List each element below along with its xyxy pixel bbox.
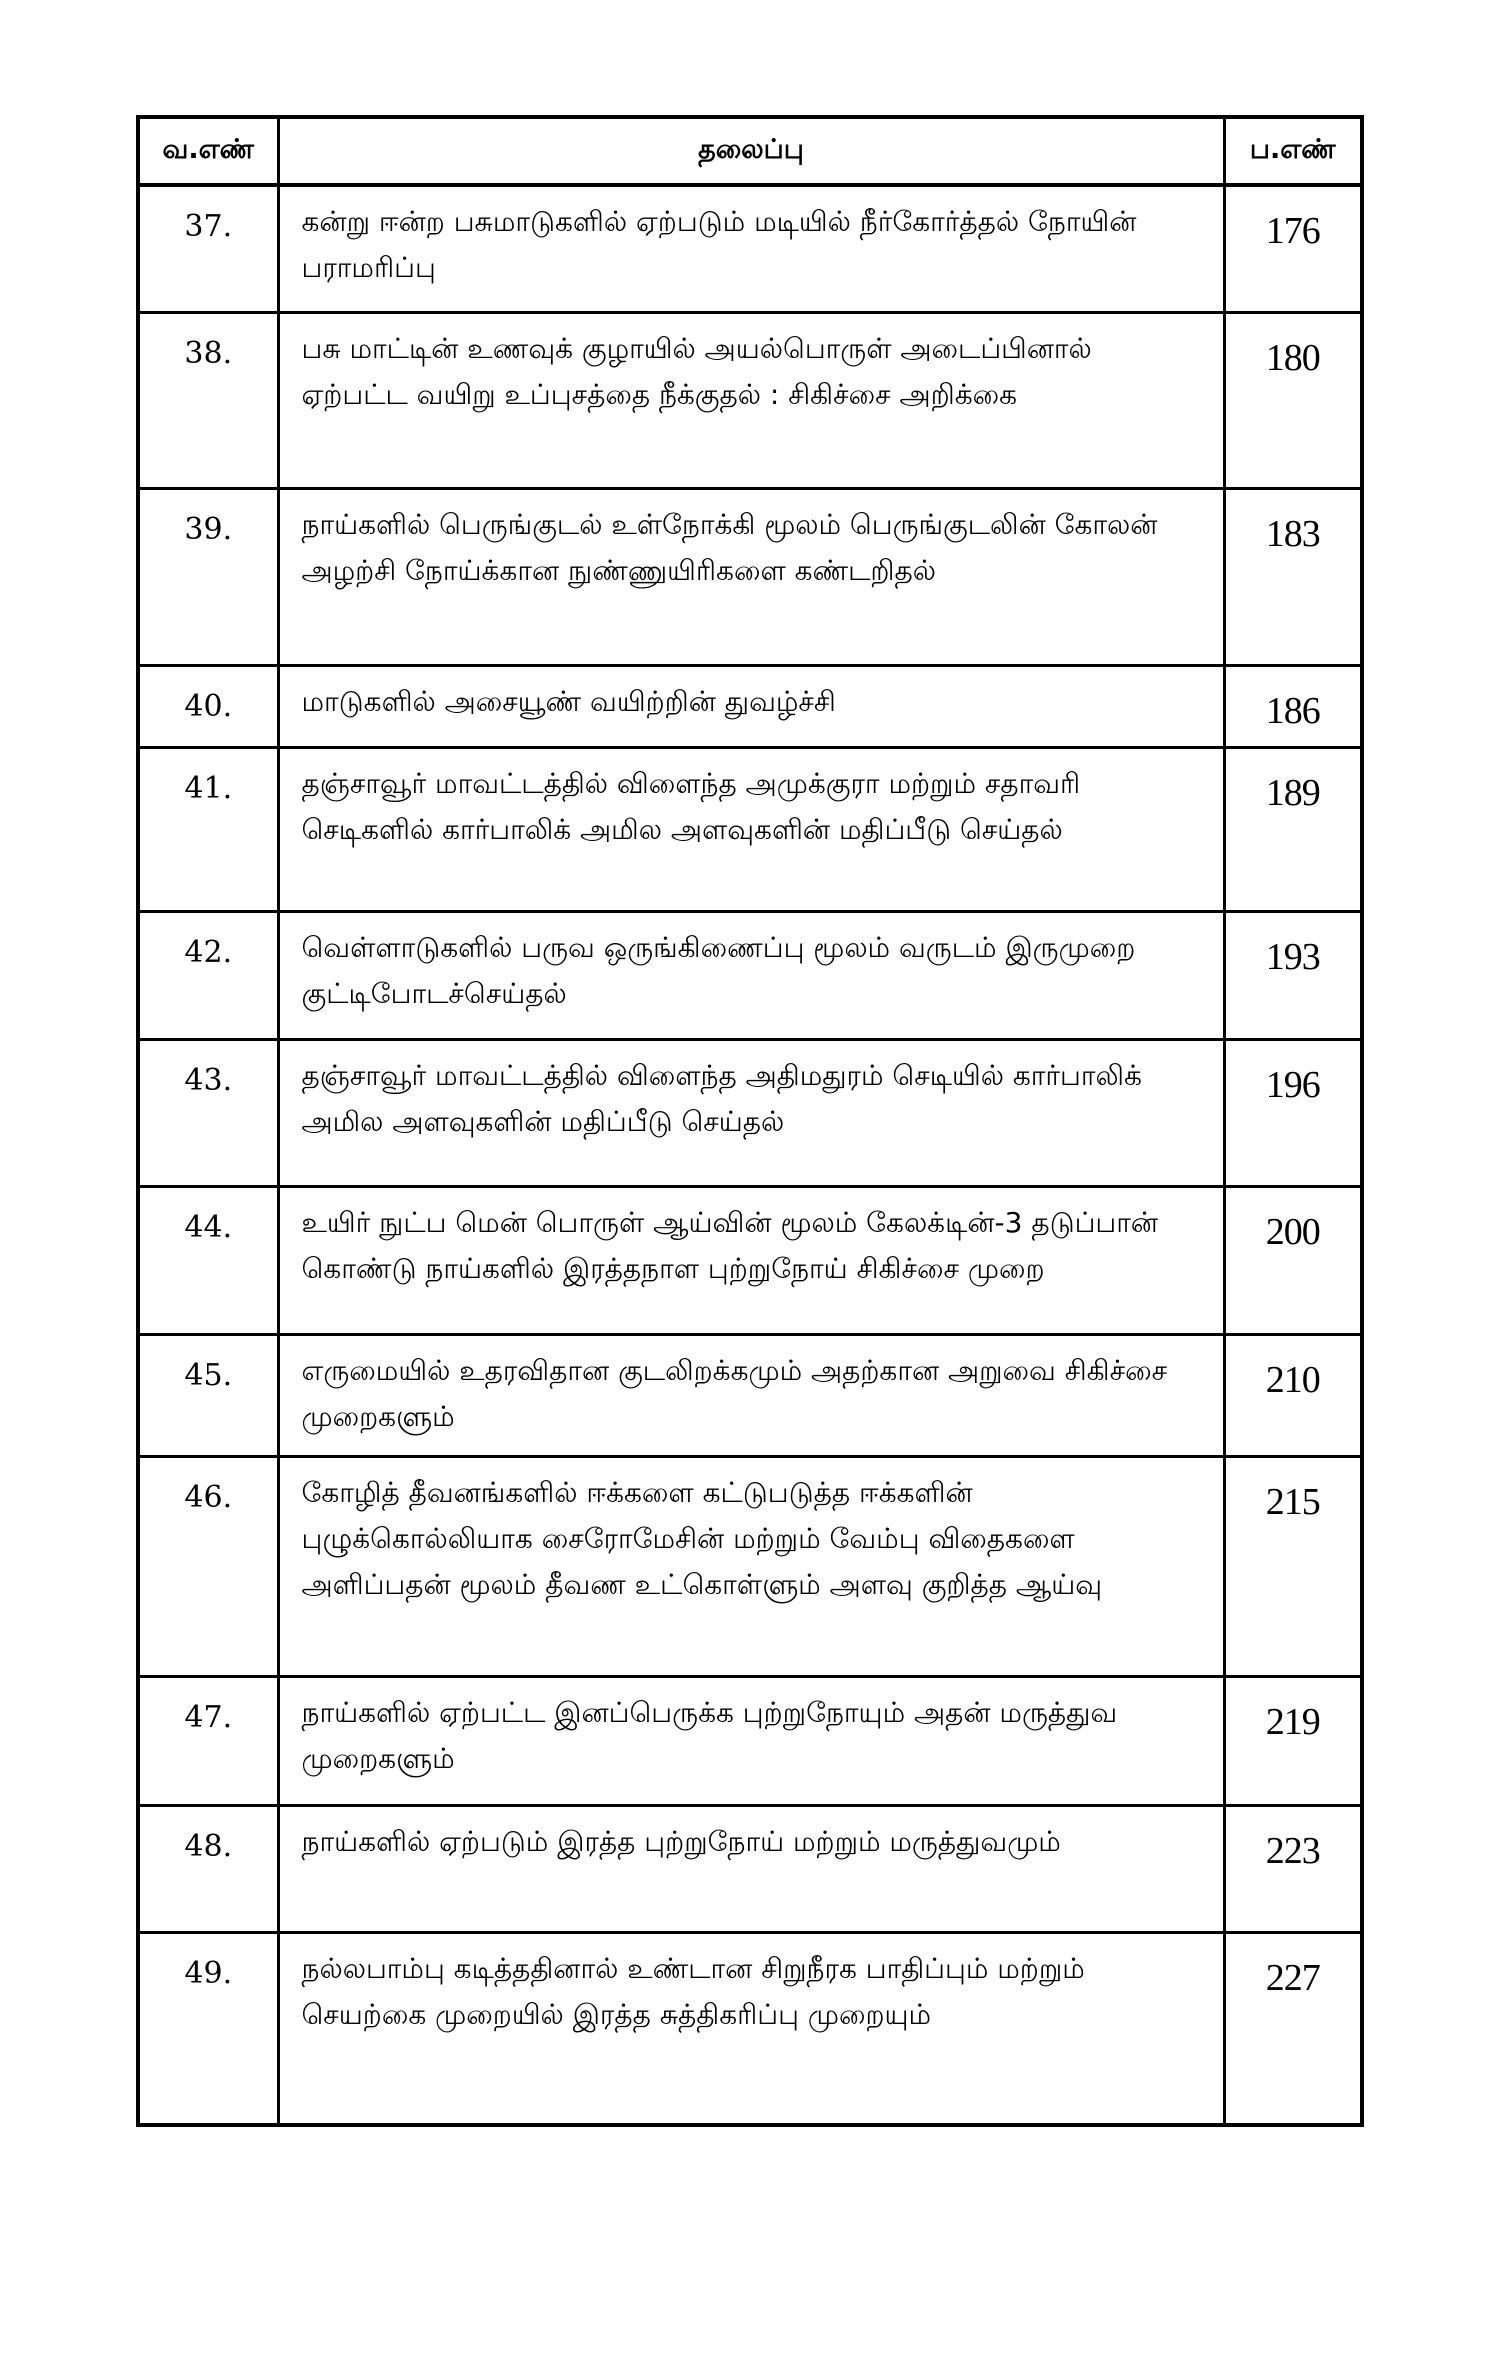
table-row — [138, 1186, 1362, 1334]
table-row — [138, 911, 1362, 1039]
serial-number: 42. — [138, 911, 278, 1039]
article-title: மாடுகளில் அசையூண் வயிற்றின் துவழ்ச்சி — [278, 665, 1224, 747]
serial-number: 47. — [138, 1676, 278, 1805]
page-number: 193 — [1224, 911, 1362, 1039]
article-title: வெள்ளாடுகளில் பருவ ஒருங்கிணைப்பு மூலம் வருடம் இருமுறை குட்டிபோடச்செய்தல் — [278, 911, 1224, 1039]
serial-number: 41. — [138, 747, 278, 911]
page-number: 196 — [1224, 1039, 1362, 1186]
contents-body — [138, 185, 1362, 2125]
article-title: கன்று ஈன்ற பசுமாடுகளில் ஏற்படும் மடியில் நீர்கோர்த்தல் நோயின் பராமரிப்பு — [278, 185, 1224, 312]
page-number: 223 — [1224, 1805, 1362, 1932]
serial-number: 39. — [138, 488, 278, 665]
article-title: நாய்களில் பெருங்குடல் உள்நோக்கி மூலம் பெருங்குடலின் கோலன் அழற்சி நோய்க்கான நுண்ணுயிரிகளை கண்டறிதல் — [278, 488, 1224, 665]
table-row — [138, 747, 1362, 911]
page-number: 227 — [1224, 1932, 1362, 2125]
serial-number: 45. — [138, 1334, 278, 1456]
table-row — [138, 665, 1362, 747]
article-title: எருமையில் உதரவிதான குடலிறக்கமும் அதற்கான அறுவை சிகிச்சை முறைகளும் — [278, 1334, 1224, 1456]
serial-number: 49. — [138, 1932, 278, 2125]
page-number: 186 — [1224, 665, 1362, 747]
table-row — [138, 312, 1362, 488]
header-row — [138, 117, 1362, 185]
page-number: 215 — [1224, 1456, 1362, 1676]
serial-number: 46. — [138, 1456, 278, 1676]
page-number: 183 — [1224, 488, 1362, 665]
article-title: நல்லபாம்பு கடித்ததினால் உண்டான சிறுநீரக பாதிப்பும் மற்றும் செயற்கை முறையில் இரத்த சுத்திகரிப்பு முறையும் — [278, 1932, 1224, 2125]
page-number: 176 — [1224, 185, 1362, 312]
serial-number: 44. — [138, 1186, 278, 1334]
table-row — [138, 1932, 1362, 2125]
page-number: 200 — [1224, 1186, 1362, 1334]
serial-number: 43. — [138, 1039, 278, 1186]
page-number: 219 — [1224, 1676, 1362, 1805]
article-title: தஞ்சாவூர் மாவட்டத்தில் விளைந்த அதிமதுரம் செடியில் கார்பாலிக் அமில அளவுகளின் மதிப்பீடு செய்தல் — [278, 1039, 1224, 1186]
page-number: 180 — [1224, 312, 1362, 488]
serial-number: 48. — [138, 1805, 278, 1932]
table-row — [138, 1456, 1362, 1676]
title-header: தலைப்பு — [278, 117, 1224, 185]
article-title: நாய்களில் ஏற்படும் இரத்த புற்றுநோய் மற்றும் மருத்துவமும் — [278, 1805, 1224, 1932]
article-title: உயிர் நுட்ப மென் பொருள் ஆய்வின் மூலம் கேலக்டின்-3 தடுப்பான் கொண்டு நாய்களில் இரத்தநாள புற்றுநோய் சிகிச்சை முறை — [278, 1186, 1224, 1334]
table-row — [138, 1334, 1362, 1456]
serial-number: 37. — [138, 185, 278, 312]
table-row — [138, 1805, 1362, 1932]
article-title: பசு மாட்டின் உணவுக் குழாயில் அயல்பொருள் அடைப்பினால் ஏற்பட்ட வயிறு உப்புசத்தை நீக்குதல் : சிகிச்சை அறிக்கை — [278, 312, 1224, 488]
article-title: தஞ்சாவூர் மாவட்டத்தில் விளைந்த அமுக்குரா மற்றும் சதாவரி செடிகளில் கார்பாலிக் அமில அளவுகளின் மதிப்பீடு செய்தல் — [278, 747, 1224, 911]
table-row — [138, 488, 1362, 665]
serial-number: 38. — [138, 312, 278, 488]
serial-number: 40. — [138, 665, 278, 747]
contents-table — [136, 115, 1364, 2127]
article-title: கோழித் தீவனங்களில் ஈக்களை கட்டுபடுத்த ஈக்களின் புழுக்கொல்லியாக சைரோமேசின் மற்றும் வேம்பு விதைகளை அளிப்பதன் மூலம் தீவண உட்கொள்ளும் அளவு குறித்த ஆய்வு — [278, 1456, 1224, 1676]
page-number-header: ப.எண் — [1224, 117, 1362, 185]
article-title: நாய்களில் ஏற்பட்ட இனப்பெருக்க புற்றுநோயும் அதன் மருத்துவ முறைகளும் — [278, 1676, 1224, 1805]
table-row — [138, 1676, 1362, 1805]
table-row — [138, 185, 1362, 312]
page-number: 210 — [1224, 1334, 1362, 1456]
table-row — [138, 1039, 1362, 1186]
page-number: 189 — [1224, 747, 1362, 911]
serial-number-header: வ.எண் — [138, 117, 278, 185]
